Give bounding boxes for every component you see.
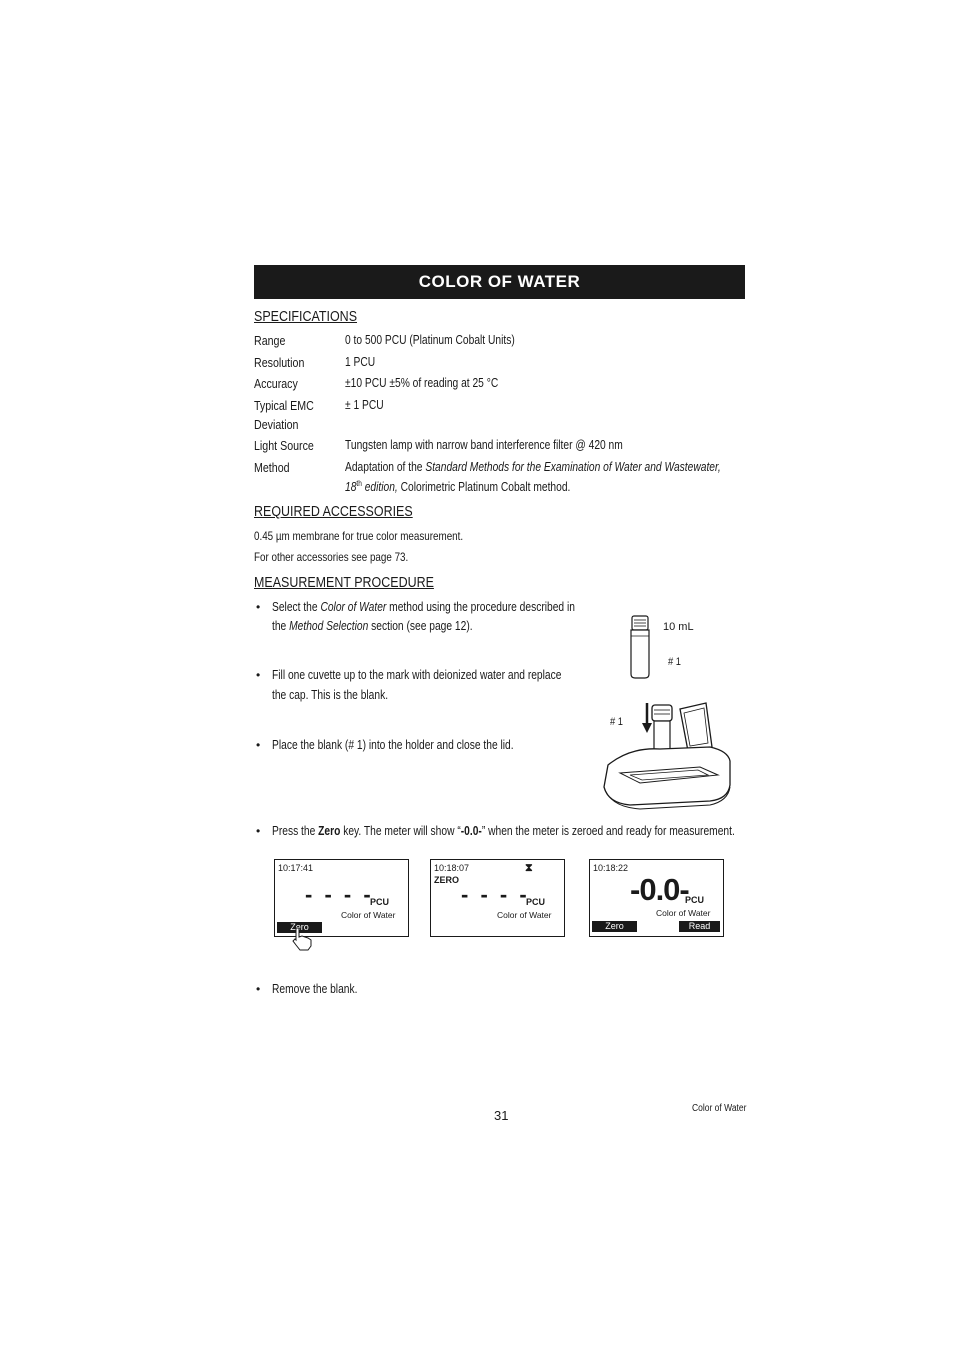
page-title: COLOR OF WATER [254, 265, 745, 299]
spec-value-light-source: Tungsten lamp with narrow band interference filter @ 420 nm [345, 438, 623, 452]
accessory-membrane: 0.45 µm membrane for true color measurement. [254, 529, 464, 543]
lcd-method: Color of Water [497, 910, 552, 920]
edition-number: 18 [345, 480, 357, 495]
spec-value-range: 0 to 500 PCU (Platinum Cobalt Units) [345, 333, 515, 347]
bullet: • [256, 738, 261, 752]
procedure-heading: MEASUREMENT PROCEDURE [254, 575, 434, 591]
edition-suffix: th [356, 479, 362, 488]
spec-label-deviation: Deviation [254, 417, 299, 432]
lcd-time: 10:18:22 [593, 863, 629, 873]
step2-line1: Fill one cuvette up to the mark with deionized water and replace [272, 668, 562, 682]
step1-text: Select the [272, 600, 321, 614]
lcd-method: Color of Water [656, 908, 711, 918]
step1-text-2: the [272, 619, 290, 633]
lcd-time: 10:18:07 [434, 863, 470, 873]
zero-softkey[interactable]: Zero [592, 921, 637, 932]
lcd-unit: PCU [685, 895, 705, 905]
lcd-status: ZERO [434, 875, 460, 885]
spec-label-emc: Typical EMC [254, 398, 314, 413]
step1-section-name: Method Selection [289, 619, 369, 633]
zero-softkey[interactable]: Zero [277, 922, 322, 933]
method-reference: Standard Methods for the Examination of Water and Wastewater, [425, 460, 721, 474]
lcd-unit: PCU [526, 897, 546, 907]
lcd-screen-2 [430, 859, 565, 937]
cuvette-illustration [620, 612, 660, 684]
bullet: • [256, 824, 261, 838]
spec-value-emc: ± 1 PCU [345, 398, 384, 412]
step3-text: Place the blank (# 1) into the holder and close the lid. [272, 738, 514, 752]
zero-key-name: Zero [318, 824, 341, 838]
spec-value-method-line1 [345, 460, 745, 474]
lcd-reading: - - - - [305, 882, 374, 907]
lcd-reading: -0.0- [630, 872, 689, 907]
specifications-heading: SPECIFICATIONS [254, 309, 358, 325]
spec-label-resolution: Resolution [254, 355, 305, 370]
step1-method-name: Color of Water [320, 600, 387, 614]
accessory-reference: For other accessories see page 73. [254, 550, 409, 564]
cuvette-number-label: # 1 [668, 656, 682, 668]
step4-text-a: Press the [272, 824, 319, 838]
bullet: • [256, 982, 261, 996]
spec-label-accuracy: Accuracy [254, 376, 298, 391]
spec-label-light-source: Light Source [254, 438, 314, 453]
lcd-unit: PCU [370, 897, 390, 907]
read-softkey[interactable]: Read [679, 921, 720, 932]
edition-text: edition, [361, 480, 398, 495]
spec-value-resolution: 1 PCU [345, 355, 376, 369]
lcd-screen-3 [589, 859, 724, 937]
step1-line1 [272, 600, 584, 614]
meter-holder-illustration [600, 695, 735, 817]
pointing-hand-icon [290, 926, 316, 952]
step1-text-cont: method using the procedure described in [386, 600, 575, 614]
spec-label-range: Range [254, 333, 286, 348]
step4-text-e: ” when the meter is zeroed and ready for measurement. [481, 824, 735, 838]
step4-text-c: key. The meter will show “ [340, 824, 461, 838]
method-description: Colorimetric Platinum Cobalt method. [397, 480, 571, 495]
accessories-heading: REQUIRED ACCESSORIES [254, 504, 413, 520]
page-number: 31 [494, 1108, 509, 1123]
lcd-method: Color of Water [341, 910, 396, 920]
lcd-reading: - - - - [461, 882, 530, 907]
step4-text [272, 824, 735, 838]
cuvette-volume-label: 10 mL [663, 621, 694, 633]
hourglass-icon: ⧗ [525, 862, 533, 874]
step1-text-3: section (see page 12). [368, 619, 473, 633]
spec-label-method: Method [254, 460, 290, 475]
zeroed-reading: -0.0- [460, 824, 482, 838]
bullet: • [256, 668, 261, 682]
holder-number-label: # 1 [610, 716, 624, 728]
spec-value-accuracy: ±10 PCU ±5% of reading at 25 °C [345, 376, 499, 390]
step5-text: Remove the blank. [272, 982, 358, 996]
step2-line2: the cap. This is the blank. [272, 688, 389, 702]
spec-value-method-line2 [345, 479, 570, 494]
method-text: Adaptation of the [345, 460, 426, 474]
bullet: • [256, 600, 261, 614]
footer-section: Color of Water [692, 1103, 747, 1114]
lcd-time: 10:17:41 [278, 863, 314, 873]
step1-line2 [272, 619, 473, 633]
